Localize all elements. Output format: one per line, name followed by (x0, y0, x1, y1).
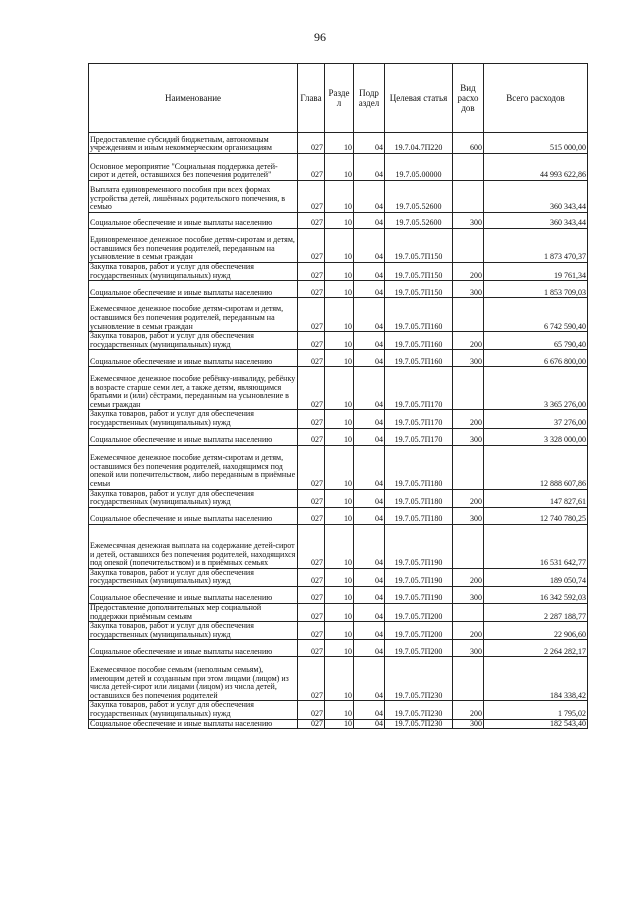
cell-statya: 19.7.05.7П200 (385, 622, 453, 640)
cell-name: Ежемесячное денежное пособие детям-сиротам и детям, оставшимся без попечения родителей, находящимся под опекой или попечительством, либо переданным в приёмные семьи (89, 445, 298, 489)
cell-vid: 200 (453, 332, 484, 350)
cell-razdel: 10 (325, 298, 354, 332)
table-row (89, 213, 588, 229)
cell-glava: 027 (298, 489, 325, 507)
cell-podrazdel: 04 (354, 332, 385, 350)
cell-statya: 19.7.05.7П190 (385, 524, 453, 568)
cell-sum: 189 050,74 (484, 568, 588, 586)
table-row (89, 603, 588, 621)
header-glava: Глава (298, 64, 325, 133)
cell-statya: 19.7.05.7П150 (385, 263, 453, 281)
table-row (89, 181, 588, 213)
cell-vid: 300 (453, 213, 484, 229)
cell-sum: 184 338,42 (484, 657, 588, 701)
cell-vid (453, 298, 484, 332)
cell-sum: 19 761,34 (484, 263, 588, 281)
cell-statya: 19.7.05.7П160 (385, 350, 453, 367)
cell-statya: 19.7.05.00000 (385, 154, 453, 181)
cell-razdel: 10 (325, 622, 354, 640)
table-row (89, 332, 588, 350)
cell-podrazdel: 04 (354, 622, 385, 640)
cell-podrazdel: 04 (354, 507, 385, 524)
cell-razdel: 10 (325, 524, 354, 568)
cell-razdel: 10 (325, 445, 354, 489)
cell-sum: 182 543,40 (484, 719, 588, 729)
cell-glava: 027 (298, 154, 325, 181)
cell-vid: 300 (453, 281, 484, 298)
cell-glava: 027 (298, 586, 325, 603)
cell-razdel: 10 (325, 181, 354, 213)
header-statya: Целевая статья (385, 64, 453, 133)
cell-glava: 027 (298, 213, 325, 229)
cell-sum: 1 853 709,03 (484, 281, 588, 298)
cell-razdel: 10 (325, 428, 354, 445)
cell-sum: 2 287 188,77 (484, 603, 588, 621)
cell-name: Социальное обеспечение и иные выплаты населению (89, 719, 298, 729)
cell-name: Социальное обеспечение и иные выплаты населению (89, 350, 298, 367)
table-row (89, 657, 588, 701)
cell-sum: 1 795,02 (484, 701, 588, 719)
cell-podrazdel: 04 (354, 133, 385, 154)
cell-statya: 19.7.05.7П170 (385, 428, 453, 445)
cell-glava: 027 (298, 603, 325, 621)
cell-razdel: 10 (325, 367, 354, 410)
table-row (89, 507, 588, 524)
cell-name: Закупка товаров, работ и услуг для обеспечения государственных (муниципальных) нужд (89, 622, 298, 640)
cell-sum: 6 676 800,00 (484, 350, 588, 367)
cell-statya: 19.7.05.7П170 (385, 367, 453, 410)
cell-vid: 200 (453, 701, 484, 719)
cell-razdel: 10 (325, 701, 354, 719)
table-row (89, 701, 588, 719)
cell-vid: 200 (453, 568, 484, 586)
cell-podrazdel: 04 (354, 367, 385, 410)
cell-podrazdel: 04 (354, 428, 385, 445)
table-row (89, 133, 588, 154)
header-podrazdel: Подр аздел (354, 64, 385, 133)
table-row (89, 229, 588, 263)
cell-razdel: 10 (325, 603, 354, 621)
cell-glava: 027 (298, 445, 325, 489)
cell-name: Предоставление дополнительных мер социальной поддержки приёмным семьям (89, 603, 298, 621)
table-row (89, 719, 588, 729)
cell-sum: 65 790,40 (484, 332, 588, 350)
cell-statya: 19.7.05.7П180 (385, 507, 453, 524)
cell-razdel: 10 (325, 507, 354, 524)
table-row (89, 445, 588, 489)
cell-sum: 16 342 592,03 (484, 586, 588, 603)
cell-glava: 027 (298, 367, 325, 410)
cell-glava: 027 (298, 332, 325, 350)
cell-sum: 147 827,61 (484, 489, 588, 507)
cell-podrazdel: 04 (354, 489, 385, 507)
cell-podrazdel: 04 (354, 568, 385, 586)
cell-podrazdel: 04 (354, 181, 385, 213)
cell-name: Социальное обеспечение и иные выплаты населению (89, 507, 298, 524)
cell-glava: 027 (298, 640, 325, 657)
cell-razdel: 10 (325, 586, 354, 603)
cell-name: Социальное обеспечение и иные выплаты населению (89, 213, 298, 229)
cell-name: Выплата единовременного пособия при всех формах устройства детей, лишённых родительского попечения, в семью (89, 181, 298, 213)
cell-podrazdel: 04 (354, 586, 385, 603)
cell-vid: 200 (453, 263, 484, 281)
cell-sum: 12 740 780,25 (484, 507, 588, 524)
cell-sum: 3 328 000,00 (484, 428, 588, 445)
cell-statya: 19.7.05.52600 (385, 181, 453, 213)
cell-sum: 37 276,00 (484, 410, 588, 428)
cell-vid: 300 (453, 586, 484, 603)
cell-vid (453, 229, 484, 263)
cell-glava: 027 (298, 428, 325, 445)
cell-vid: 300 (453, 350, 484, 367)
cell-sum: 16 531 642,77 (484, 524, 588, 568)
table-row (89, 568, 588, 586)
cell-razdel: 10 (325, 213, 354, 229)
cell-podrazdel: 04 (354, 410, 385, 428)
cell-name: Основное мероприятие "Социальная поддержка детей-сирот и детей, оставшихся без попечения родителей" (89, 154, 298, 181)
table-row (89, 640, 588, 657)
cell-statya: 19.7.05.7П170 (385, 410, 453, 428)
cell-glava: 027 (298, 568, 325, 586)
table-row (89, 298, 588, 332)
cell-sum: 6 742 590,40 (484, 298, 588, 332)
cell-razdel: 10 (325, 568, 354, 586)
cell-podrazdel: 04 (354, 445, 385, 489)
table-row (89, 524, 588, 568)
cell-name: Ежемесячное денежное пособие ребёнку-инвалиду, ребёнку в возрасте старше семи лет, а также детям, являющимся братьями и (или) сёстрами, переданным на усыновление в семьи граждан (89, 367, 298, 410)
cell-vid (453, 181, 484, 213)
page-number: 96 (314, 30, 326, 44)
cell-name: Предоставление субсидий бюджетным, автономным учреждениям и иным некоммерческим организациям (89, 133, 298, 154)
table-row (89, 622, 588, 640)
cell-vid (453, 603, 484, 621)
cell-glava: 027 (298, 657, 325, 701)
cell-name: Закупка товаров, работ и услуг для обеспечения государственных (муниципальных) нужд (89, 489, 298, 507)
cell-statya: 19.7.05.7П160 (385, 298, 453, 332)
cell-razdel: 10 (325, 263, 354, 281)
cell-razdel: 10 (325, 410, 354, 428)
cell-podrazdel: 04 (354, 213, 385, 229)
cell-name: Закупка товаров, работ и услуг для обеспечения государственных (муниципальных) нужд (89, 410, 298, 428)
cell-name: Социальное обеспечение и иные выплаты населению (89, 640, 298, 657)
cell-sum: 360 343,44 (484, 213, 588, 229)
table-row (89, 428, 588, 445)
cell-sum: 12 888 607,86 (484, 445, 588, 489)
cell-vid: 200 (453, 410, 484, 428)
cell-name: Социальное обеспечение и иные выплаты населению (89, 281, 298, 298)
cell-podrazdel: 04 (354, 603, 385, 621)
cell-name: Ежемесячное денежное пособие детям-сиротам и детям, оставшимся без попечения родителей, переданным на усыновление в семьи граждан (89, 298, 298, 332)
cell-statya: 19.7.05.7П160 (385, 332, 453, 350)
table-row (89, 154, 588, 181)
cell-statya: 19.7.05.7П230 (385, 657, 453, 701)
cell-glava: 027 (298, 622, 325, 640)
cell-podrazdel: 04 (354, 524, 385, 568)
cell-glava: 027 (298, 298, 325, 332)
cell-podrazdel: 04 (354, 350, 385, 367)
cell-statya: 19.7.05.7П190 (385, 568, 453, 586)
cell-statya: 19.7.05.7П230 (385, 719, 453, 729)
table-body (89, 133, 588, 729)
cell-statya: 19.7.05.7П230 (385, 701, 453, 719)
cell-vid: 200 (453, 489, 484, 507)
cell-vid: 600 (453, 133, 484, 154)
cell-vid (453, 367, 484, 410)
table-row (89, 350, 588, 367)
cell-glava: 027 (298, 281, 325, 298)
cell-vid: 300 (453, 507, 484, 524)
cell-name: Ежемесячная денежная выплата на содержание детей-сирот и детей, оставшихся без попечения родителей, находящихся под опекой (попечительством) и в приёмных семьях (89, 524, 298, 568)
cell-podrazdel: 04 (354, 154, 385, 181)
cell-glava: 027 (298, 701, 325, 719)
cell-name: Закупка товаров, работ и услуг для обеспечения государственных (муниципальных) нужд (89, 701, 298, 719)
cell-name: Социальное обеспечение и иные выплаты населению (89, 586, 298, 603)
header-razdel: Разде л (325, 64, 354, 133)
cell-vid: 300 (453, 640, 484, 657)
cell-sum: 2 264 282,17 (484, 640, 588, 657)
cell-name: Закупка товаров, работ и услуг для обеспечения государственных (муниципальных) нужд (89, 568, 298, 586)
cell-vid: 200 (453, 622, 484, 640)
cell-statya: 19.7.05.7П150 (385, 281, 453, 298)
cell-statya: 19.7.05.7П180 (385, 445, 453, 489)
cell-vid (453, 524, 484, 568)
cell-name: Социальное обеспечение и иные выплаты населению (89, 428, 298, 445)
cell-glava: 027 (298, 719, 325, 729)
cell-podrazdel: 04 (354, 229, 385, 263)
cell-statya: 19.7.05.7П150 (385, 229, 453, 263)
cell-glava: 027 (298, 524, 325, 568)
budget-table (88, 63, 588, 729)
cell-razdel: 10 (325, 229, 354, 263)
cell-vid (453, 154, 484, 181)
cell-glava: 027 (298, 350, 325, 367)
cell-razdel: 10 (325, 657, 354, 701)
cell-podrazdel: 04 (354, 281, 385, 298)
table-row (89, 281, 588, 298)
cell-statya: 19.7.05.7П200 (385, 603, 453, 621)
header-name: Наименование (89, 64, 298, 133)
cell-glava: 027 (298, 229, 325, 263)
header-vid: Вид расхо дов (453, 64, 484, 133)
cell-razdel: 10 (325, 332, 354, 350)
table-row (89, 367, 588, 410)
cell-vid: 300 (453, 428, 484, 445)
cell-vid (453, 445, 484, 489)
cell-name: Единовременное денежное пособие детям-сиротам и детям, оставшимся без попечения родителей, переданным на усыновление в семьи граждан (89, 229, 298, 263)
cell-sum: 22 906,60 (484, 622, 588, 640)
cell-podrazdel: 04 (354, 719, 385, 729)
cell-razdel: 10 (325, 719, 354, 729)
cell-glava: 027 (298, 133, 325, 154)
cell-podrazdel: 04 (354, 701, 385, 719)
cell-glava: 027 (298, 181, 325, 213)
cell-podrazdel: 04 (354, 298, 385, 332)
cell-podrazdel: 04 (354, 640, 385, 657)
cell-sum: 360 343,44 (484, 181, 588, 213)
cell-podrazdel: 04 (354, 657, 385, 701)
cell-name: Ежемесячное пособие семьям (неполным семьям), имеющим детей и созданным при этом лицами (лицом) из числа детей-сирот или лицами (лицом) из числа детей, оставшихся без попечения родителей (89, 657, 298, 701)
cell-statya: 19.7.05.7П190 (385, 586, 453, 603)
cell-vid (453, 657, 484, 701)
cell-statya: 19.7.05.7П180 (385, 489, 453, 507)
cell-sum: 1 873 470,37 (484, 229, 588, 263)
cell-statya: 19.7.05.52600 (385, 213, 453, 229)
cell-statya: 19.7.04.7П220 (385, 133, 453, 154)
cell-razdel: 10 (325, 350, 354, 367)
cell-podrazdel: 04 (354, 263, 385, 281)
cell-sum: 515 000,00 (484, 133, 588, 154)
cell-glava: 027 (298, 410, 325, 428)
cell-razdel: 10 (325, 489, 354, 507)
cell-vid: 300 (453, 719, 484, 729)
cell-razdel: 10 (325, 640, 354, 657)
cell-sum: 44 993 622,86 (484, 154, 588, 181)
cell-razdel: 10 (325, 133, 354, 154)
cell-glava: 027 (298, 507, 325, 524)
cell-name: Закупка товаров, работ и услуг для обеспечения государственных (муниципальных) нужд (89, 263, 298, 281)
cell-name: Закупка товаров, работ и услуг для обеспечения государственных (муниципальных) нужд (89, 332, 298, 350)
cell-razdel: 10 (325, 281, 354, 298)
cell-statya: 19.7.05.7П200 (385, 640, 453, 657)
table-row (89, 489, 588, 507)
cell-sum: 3 365 276,00 (484, 367, 588, 410)
table-row (89, 586, 588, 603)
header-sum: Всего расходов (484, 64, 588, 133)
cell-glava: 027 (298, 263, 325, 281)
cell-razdel: 10 (325, 154, 354, 181)
table-row (89, 263, 588, 281)
table-header-row (89, 64, 588, 133)
table-row (89, 410, 588, 428)
